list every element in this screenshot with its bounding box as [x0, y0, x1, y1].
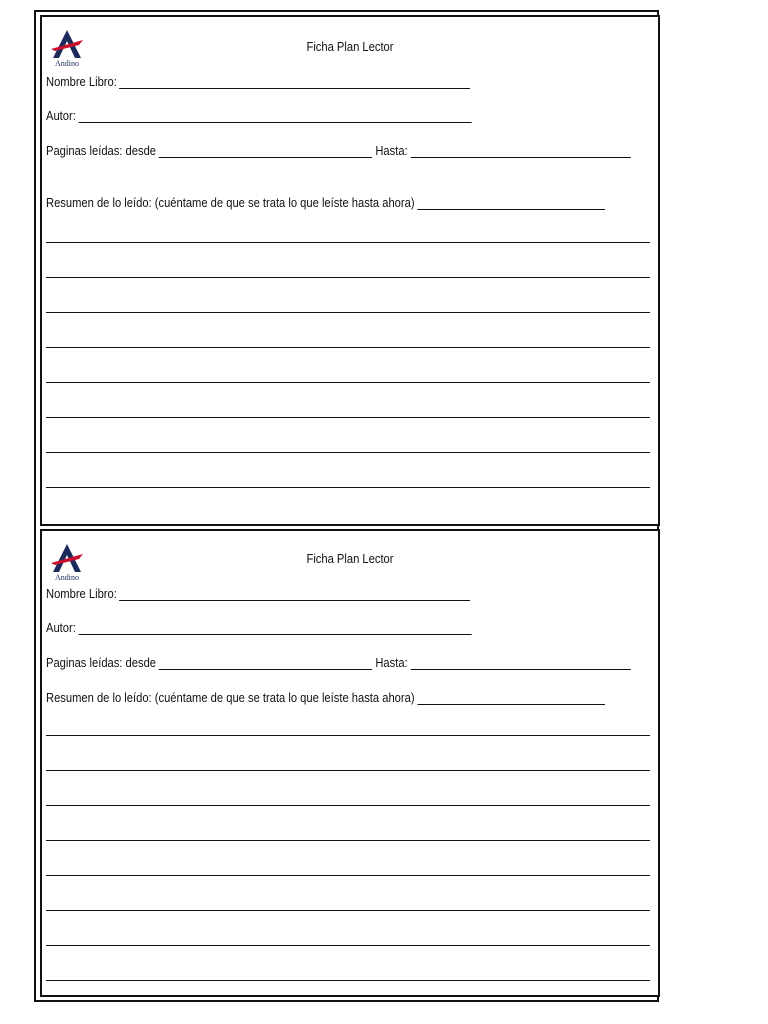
card-title: Ficha Plan Lector	[306, 39, 394, 54]
summary-line[interactable]	[46, 735, 650, 736]
pages-read-field[interactable]	[46, 143, 630, 158]
andino-logo-icon	[49, 29, 85, 59]
reading-card-1	[40, 15, 660, 526]
summary-field[interactable]	[46, 195, 605, 210]
book-name-field[interactable]	[46, 74, 470, 89]
summary-line[interactable]	[46, 277, 650, 278]
school-logo	[49, 543, 85, 582]
summary-first-line[interactable]	[417, 693, 604, 705]
author-line[interactable]	[78, 623, 471, 635]
book-name-field[interactable]	[46, 586, 470, 601]
summary-line[interactable]	[46, 242, 650, 243]
summary-line[interactable]	[46, 347, 650, 348]
author-field[interactable]	[46, 620, 471, 635]
book-name-line[interactable]	[119, 589, 470, 601]
book-name-label: Nombre Libro:	[46, 74, 117, 89]
pages-to-line[interactable]	[410, 658, 630, 670]
pages-to-label: Hasta:	[375, 143, 408, 158]
summary-line[interactable]	[46, 910, 650, 911]
pages-to-line[interactable]	[410, 146, 630, 158]
summary-line[interactable]	[46, 417, 650, 418]
summary-line[interactable]	[46, 312, 650, 313]
pages-to-label: Hasta:	[375, 655, 408, 670]
book-name-label: Nombre Libro:	[46, 586, 117, 601]
summary-line[interactable]	[46, 805, 650, 806]
logo-wordmark: Andino	[55, 59, 79, 68]
pages-from-line[interactable]	[159, 658, 372, 670]
reading-card-2	[40, 529, 660, 997]
andino-logo-icon	[49, 543, 85, 573]
summary-line[interactable]	[46, 980, 650, 981]
summary-first-line[interactable]	[417, 198, 604, 210]
summary-line[interactable]	[46, 452, 650, 453]
school-logo	[49, 29, 85, 68]
summary-line[interactable]	[46, 875, 650, 876]
author-label: Autor:	[46, 620, 76, 635]
pages-read-field[interactable]	[46, 655, 630, 670]
pages-from-label: Paginas leídas: desde	[46, 143, 157, 158]
summary-label: Resumen de lo leído: (cuéntame de que se trata lo que leíste hasta ahora)	[46, 690, 415, 705]
summary-line[interactable]	[46, 382, 650, 383]
author-label: Autor:	[46, 108, 76, 123]
summary-line[interactable]	[46, 840, 650, 841]
logo-wordmark: Andino	[55, 573, 79, 582]
summary-label: Resumen de lo leído: (cuéntame de que se trata lo que leíste hasta ahora)	[46, 195, 415, 210]
book-name-line[interactable]	[119, 77, 470, 89]
pages-from-line[interactable]	[159, 146, 372, 158]
summary-field[interactable]	[46, 690, 605, 705]
summary-line[interactable]	[46, 487, 650, 488]
pages-from-label: Paginas leídas: desde	[46, 655, 157, 670]
summary-line[interactable]	[46, 770, 650, 771]
author-field[interactable]	[46, 108, 471, 123]
summary-line[interactable]	[46, 945, 650, 946]
card-title: Ficha Plan Lector	[306, 551, 394, 566]
author-line[interactable]	[78, 111, 471, 123]
